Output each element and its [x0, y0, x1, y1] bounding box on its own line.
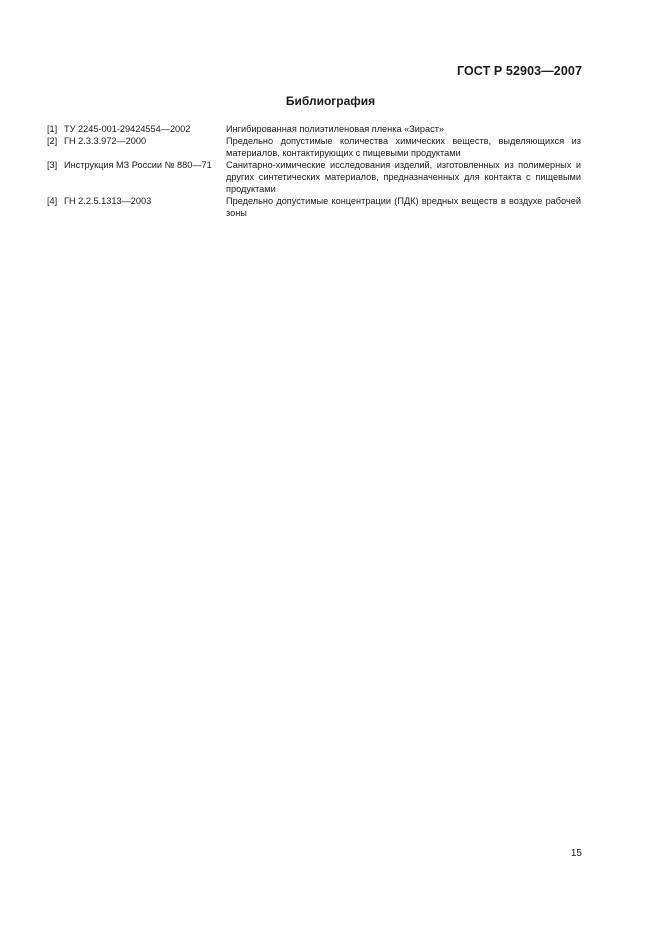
- entry-number: [4]: [47, 196, 58, 206]
- section-title: Библиография: [285, 94, 376, 108]
- page-number: 15: [570, 848, 582, 859]
- entry-code: ТУ 2245-001-29424554—2002: [64, 124, 191, 134]
- entry-title: Ингибированная полиэтиленовая пленка «Зираст»: [226, 124, 445, 134]
- entry-title: Санитарно-химические исследования изделий, изготовленных из полимерных и других синтетических материалов, предназначенных для контакта с пищевыми продуктами: [226, 160, 581, 194]
- entry-code: Инструкция МЗ России № 880—71: [64, 160, 212, 170]
- entry-number: [2]: [47, 136, 58, 146]
- entry-number: [3]: [47, 160, 58, 170]
- entry-code: ГН 2.3.3.972—2000: [64, 136, 147, 146]
- bibliography-list: [47, 123, 581, 219]
- bibliography-entry-1: [47, 123, 581, 135]
- bibliography-entry-2: [47, 135, 581, 159]
- entry-title: Предельно допустимые количества химических веществ, выделяющихся из материалов, контактирующих с пищевыми продуктами: [226, 136, 581, 158]
- entry-title: Предельно допустимые концентрации (ПДК) вредных веществ в воздухе рабочей зоны: [226, 196, 581, 218]
- document-header: ГОСТ Р 52903—2007: [456, 64, 582, 78]
- entry-number: [1]: [47, 124, 58, 134]
- entry-code: ГН 2.2.5.1313—2003: [64, 196, 152, 206]
- bibliography-entry-3: [47, 159, 581, 195]
- bibliography-entry-4: [47, 195, 581, 219]
